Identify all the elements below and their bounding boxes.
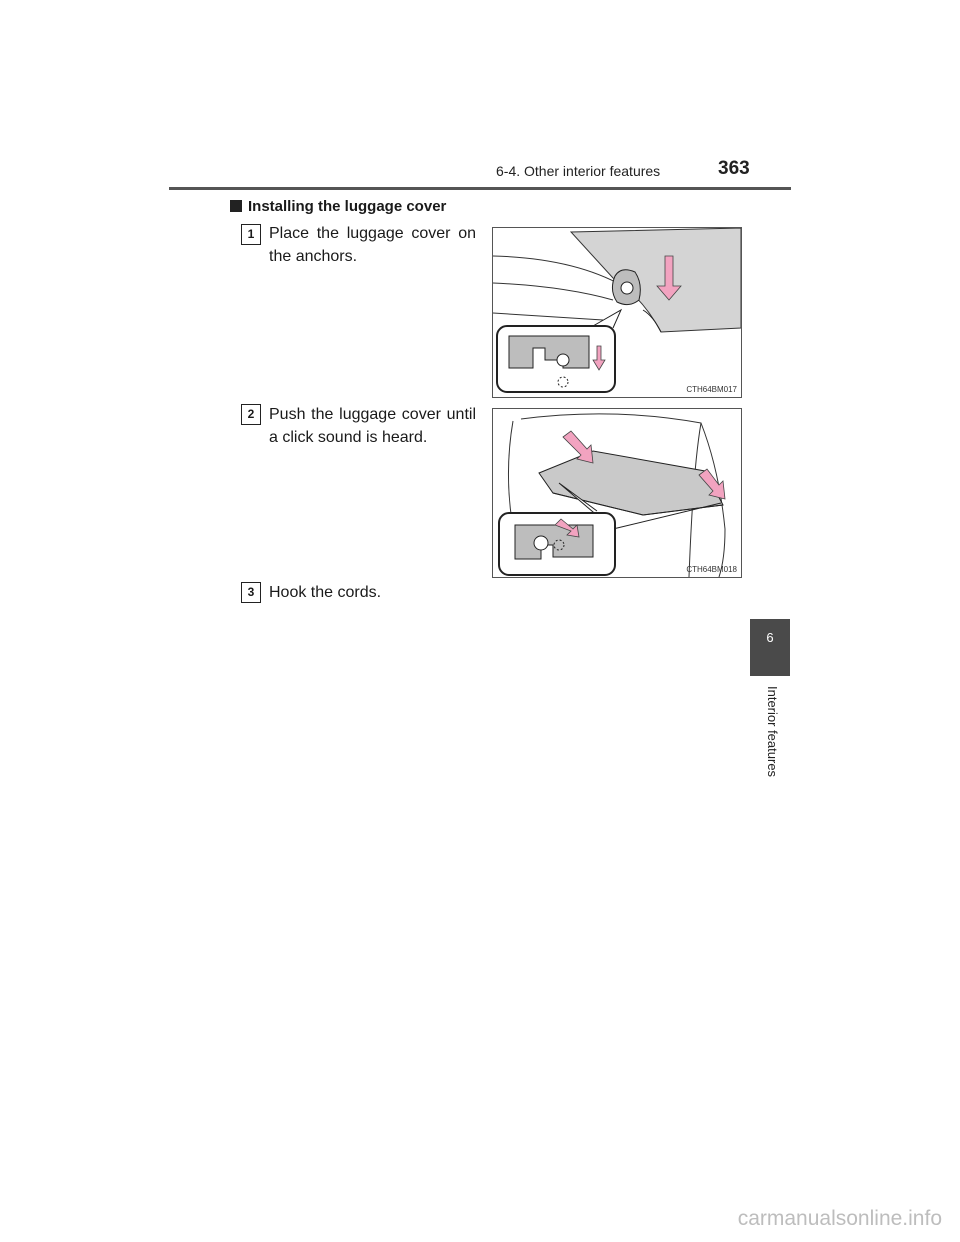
figure-install-anchors <box>492 227 742 398</box>
page-number: 363 <box>718 158 750 179</box>
section-heading <box>230 198 446 215</box>
watermark: carmanualsonline.info <box>737 1207 942 1230</box>
illustration-push <box>493 409 741 577</box>
chapter-label: Interior features <box>765 686 780 778</box>
step-2-badge: 2 <box>241 404 261 425</box>
heading-text: Installing the luggage cover <box>248 198 447 215</box>
step-1-badge: 1 <box>241 224 261 245</box>
step-2-text: Push the luggage cover until a click sound is heard. <box>269 406 476 446</box>
header-divider <box>169 187 791 190</box>
figure-code: CTH64BM018 <box>686 565 737 574</box>
illustration-anchors <box>493 228 741 397</box>
figure-push-cover <box>492 408 742 578</box>
chapter-tab: 6 <box>750 619 790 676</box>
square-bullet-icon <box>230 200 242 212</box>
figure-code: CTH64BM017 <box>686 385 737 394</box>
section-title: 6-4. Other interior features <box>496 163 661 179</box>
step-3-badge: 3 <box>241 582 261 603</box>
step-1-text: Place the luggage cover on the anchors. <box>269 225 476 265</box>
step-3-text: Hook the cords. <box>269 584 382 601</box>
